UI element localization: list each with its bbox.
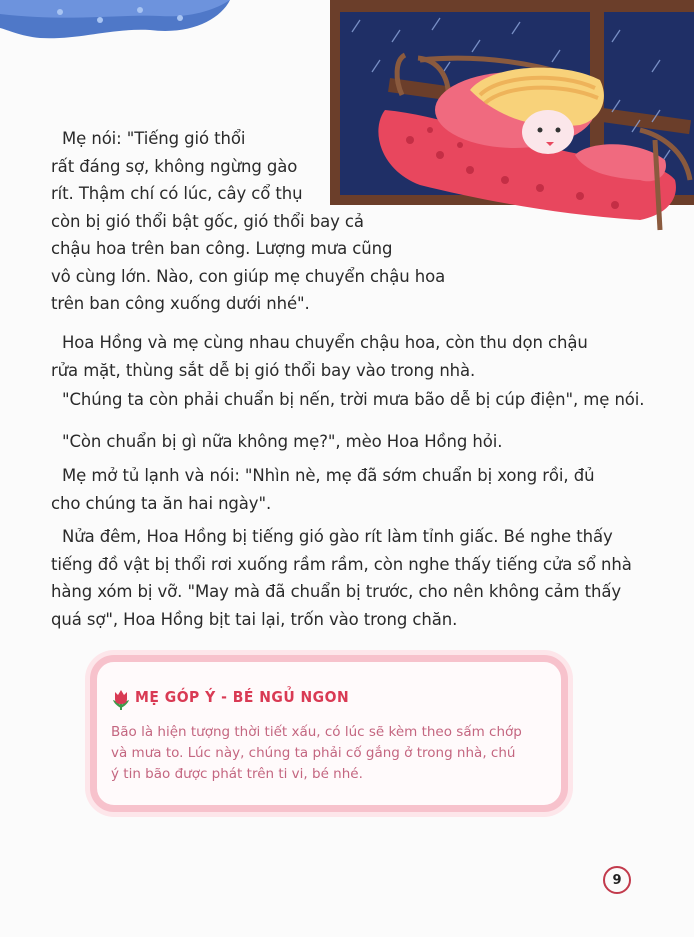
story-line: tiếng đồ vật bị thổi rơi xuống rầm rầm, còn nghe thấy tiếng cửa sổ nhà — [51, 554, 632, 574]
story-paragraph-5 — [51, 462, 595, 517]
story-paragraph-1 — [51, 125, 446, 318]
tulip-icon — [111, 688, 131, 710]
story-line: rửa mặt, thùng sắt dễ bị gió thổi bay vào trong nhà. — [51, 360, 476, 380]
story-line: vô cùng lớn. Nào, con giúp mẹ chuyển chậu hoa — [51, 266, 446, 286]
story-line: rất đáng sợ, không ngừng gào — [51, 156, 298, 176]
story-line: Mẹ mở tủ lạnh và nói: "Nhìn nè, mẹ đã sớm chuẩn bị xong rồi, đủ — [62, 466, 595, 485]
story-line: Mẹ nói: "Tiếng gió thổi — [62, 129, 246, 148]
story-paragraph-2 — [51, 329, 588, 384]
story-line: quá sợ", Hoa Hồng bịt tai lại, trốn vào trong chăn. — [51, 609, 458, 629]
story-line: "Chúng ta còn phải chuẩn bị nến, trời mưa bão dễ bị cúp điện", mẹ nói. — [62, 390, 645, 409]
story-line: Nửa đêm, Hoa Hồng bị tiếng gió gào rít làm tỉnh giấc. Bé nghe thấy — [62, 527, 613, 546]
story-line: rít. Thậm chí có lúc, cây cổ thụ — [51, 184, 303, 203]
story-line: cho chúng ta ăn hai ngày". — [51, 493, 272, 513]
story-line: chậu hoa trên ban công. Lượng mưa cũng — [51, 239, 393, 258]
parent-tip-box — [90, 655, 568, 812]
story-paragraph-3 — [62, 386, 644, 414]
story-paragraph-4 — [62, 428, 502, 456]
tip-body — [111, 722, 522, 785]
story-paragraph-6 — [51, 523, 632, 633]
tip-line: ý tin bão được phát trên ti vi, bé nhé. — [111, 766, 363, 782]
story-line: còn bị gió thổi bật gốc, gió thổi bay cả — [51, 211, 364, 231]
story-line: Hoa Hồng và mẹ cùng nhau chuyển chậu hoa, còn thu dọn chậu — [62, 333, 588, 352]
story-line: trên ban công xuống dưới nhé". — [51, 294, 310, 313]
story-line: hàng xóm bị vỡ. "May mà đã chuẩn bị trước, cho nên không cảm thấy — [51, 582, 622, 601]
story-line: "Còn chuẩn bị gì nữa không mẹ?", mèo Hoa Hồng hỏi. — [62, 432, 503, 451]
page-number: 9 — [603, 866, 631, 894]
tip-line: Bão là hiện tượng thời tiết xấu, có lúc sẽ kèm theo sấm chớp — [111, 724, 522, 740]
tip-line: và mưa to. Lúc này, chúng ta phải cố gắng ở trong nhà, chú — [111, 745, 516, 761]
tip-title: MẸ GÓP Ý - BÉ NGỦ NGON — [135, 688, 350, 706]
curtain-fabric — [0, 0, 230, 38]
